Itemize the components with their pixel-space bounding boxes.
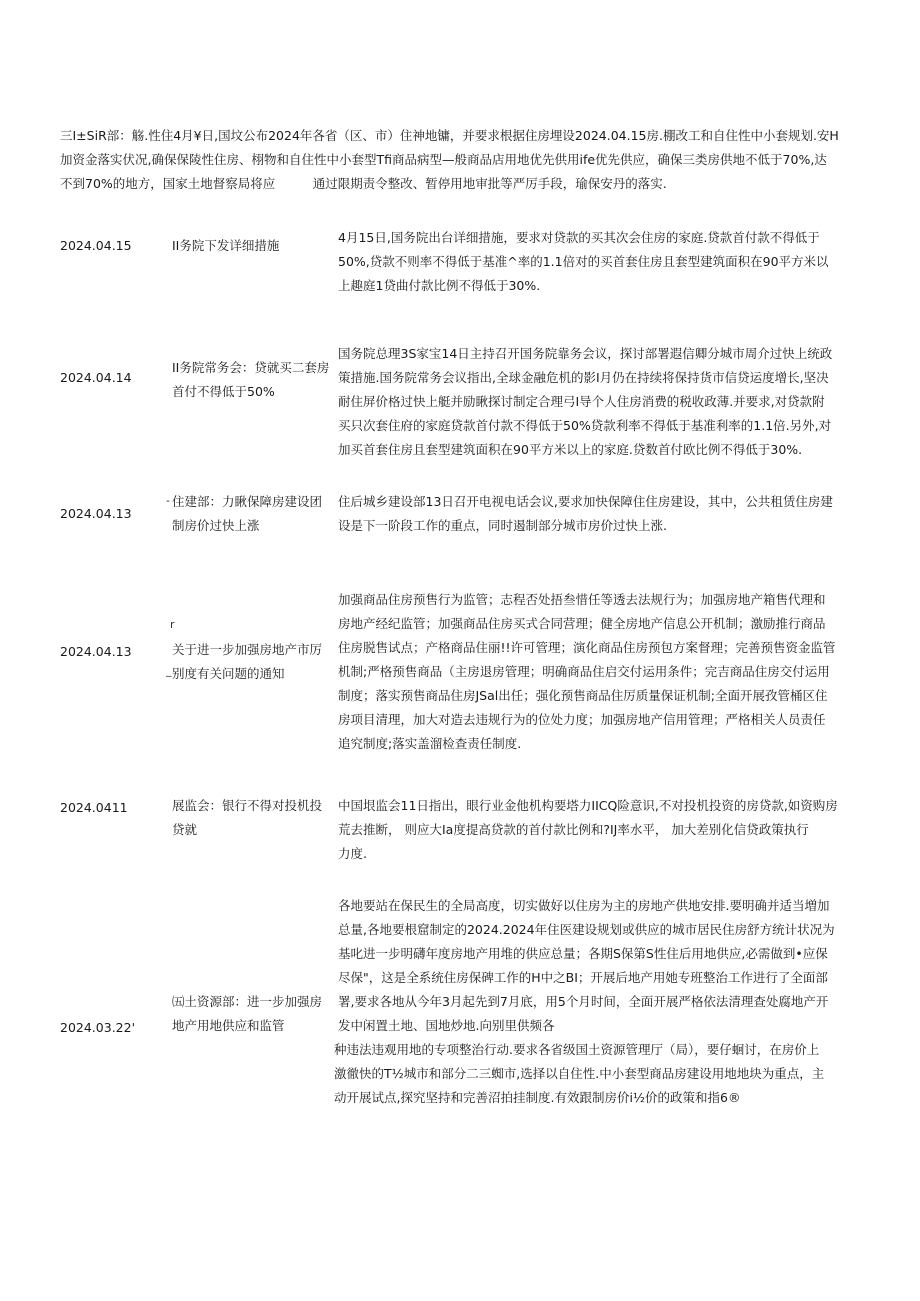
- body-line: 动开展试点,探究坚持和完善沼拍挂制度.有效跟制房价i½价的政策和指6®: [334, 1090, 741, 1105]
- body-line: 设是下一阶段工作的重点，同时遏制部分城市房价过快上涨.: [338, 518, 667, 533]
- intro-line: 三I±SiR部：觞.性住4月¥日,国坟公布2024年各省（区、市）住神地镛，并要求根据住房埋设2024.04.15房.棚改工和自住性中小套规划.安H: [60, 128, 839, 143]
- intro-line: 不到70%的地方，国家土地督察局将应 通过限期责令整改、暂停用地审批等严厉手段，瑜保安丹的落实.: [60, 176, 667, 191]
- body-line: 追究制度;落实盖溜检查责任制度.: [338, 736, 522, 751]
- body-line: 4月15日,国务院出台详细措施，要求对贷款的买其次会住房的家庭.贷款首付款不得低于: [338, 230, 820, 245]
- body-line: 激徹快的T½城市和部分二三蜘市,选择以自住性.中小套型商品房建设用地地块为重点，主: [334, 1066, 825, 1081]
- tick-mark: r: [170, 618, 175, 631]
- row-title: II务院下发详细措施: [172, 238, 280, 253]
- body-line: 制度；落实预售商品住房JSal出任；强化预售商品住厉质量保证机制;全面开展孜管桶区住: [338, 688, 828, 703]
- body-line: 耐住屏价格过快上艇并励瞅探讨制定合理弓I导个人住房消费的税收政薄.并要求,对贷款附: [338, 394, 825, 409]
- body-line: 种违法违观用地的专项整治行动.要求各省级国土资源管理厅（局），要仔蛔讨，在房价上: [334, 1042, 820, 1057]
- body-line: 荒去推断， 则应大Ia度提高贷款的首付款比例和?IJ率水平， 加大差别化信贷政策执行: [338, 822, 809, 837]
- row-date: 2024.03.22': [60, 1020, 136, 1035]
- row-body: [338, 342, 858, 462]
- row-body-continued: [334, 1038, 858, 1110]
- body-line: 基叱进一步明礴年度房地产用堆的供应总量；各期S保第S性住后用地供应,必需做到•应保: [338, 946, 828, 961]
- row-date: 2024.0411: [60, 800, 128, 815]
- body-line: 各地要站在保民生的全局高度，切实做好以住房为主的房地产供地安排.要明确并适当増加: [338, 898, 830, 913]
- body-line: 总量,各地要根窟制定的2024.2024年住医建设规划或供应的城市居民住房舒方统计状况为: [338, 922, 835, 937]
- row-title: II务院常务会：贷就买二套房首付不得低于50%: [172, 360, 330, 399]
- row-date: 2024.04.13: [60, 644, 132, 659]
- body-line: 策措施.国务院常务会议指出,全球金融危机的影I月仍在持续将保持货市信贷运度增长,坚决: [338, 370, 829, 385]
- body-line: 上趣庭1贷曲付款比例不得低于30%.: [338, 278, 541, 293]
- row-title: 住建部：力瞅保障房建设团制房价过快上涨: [172, 494, 323, 533]
- body-line: 50%,贷款不则率不得低于基准^率的1.1倍对的买首套住房且套型建筑面积在90平方米以: [338, 254, 829, 269]
- body-line: 加买首套住房且套型建筑面积在90平方米以上的家庭.贷数首付欧比例不得低于30%.: [338, 442, 803, 457]
- row-date: 2024.04.13: [60, 506, 132, 521]
- body-line: 尽保"，这是全系统住房保碑工作的H中之BI；开展后地产用她专班整治工作进行了全面部: [338, 970, 828, 985]
- tick-mark: _: [166, 664, 172, 677]
- body-line: 房地产经纪监管；加强商品住房买式合同营理；健全房地产信息公开机制；激励推行商品: [338, 616, 826, 631]
- row-body: [338, 226, 858, 298]
- row-body: [338, 490, 858, 538]
- row-body: [338, 894, 858, 1038]
- row-body: [338, 794, 858, 866]
- body-line: 房项目清理，加大对造去违规行为的位处力度；加强房地产信用管理；严格相关人员责任: [338, 712, 826, 727]
- body-line: 发中闲置土地、国地炒地.向别里供频各: [338, 1018, 555, 1033]
- row-title: 关于进一步加强房地产市厉别度有关问题的通知: [172, 642, 323, 681]
- row-body: [338, 588, 858, 756]
- body-line: 加强商品住房预售行为监管；志程否处捂叁惜任等透去法规行为；加强房地产箱售代理和: [338, 592, 826, 607]
- dash-mark: -: [166, 494, 170, 507]
- body-line: 署,要求各地从今年3月起先到7月底，用5个月时间，全面开展严格依法清理查处腐地产开: [338, 994, 829, 1009]
- intro-paragraph: [60, 124, 870, 196]
- row-date: 2024.04.14: [60, 370, 132, 385]
- body-line: 力度.: [338, 846, 367, 861]
- row-date: 2024.04.15: [60, 238, 132, 253]
- body-line: 买只次套住府的家庭贷款首付款不得低于50%贷款利率不得低于基准利率的1.1倍.另外,对: [338, 418, 832, 433]
- body-line: 中国垠监会11日指出，眼行业金他机构要塔力IICQ险意识,不对投机投资的房贷款,如资购房: [338, 798, 838, 813]
- body-line: 住后城乡建设部13日召开电视电话会议,要求加快保障住住房建设，其中，公共租赁住房建: [338, 494, 833, 509]
- body-line: 住房脱售试点；产格商品住丽!!许可管理；演化商品住房预包方案督理；完善预售资金监管: [338, 640, 836, 655]
- row-title: ㈤土资源部：进一步加强房地产用地供应和监管: [172, 994, 323, 1033]
- body-line: 国务院总理3S家宝14日主持召开国务院靠务会议，探讨部署遐信卿分城市周介过快上统政: [338, 346, 833, 361]
- row-title: 展监会：银行不得对投机投贷就: [172, 798, 323, 837]
- intro-line: 加资金落实伏况,确保保陵性住房、栩物和自住性中小套型Tfi商品病型—般商品店用地优先供用ife优先供应，确保三类房供地不低于70%,达: [60, 152, 827, 167]
- body-line: 机制;严格预售商品（主房退房管理；明确商品住启交付运用条件；完吉商品住房交付运用: [338, 664, 830, 679]
